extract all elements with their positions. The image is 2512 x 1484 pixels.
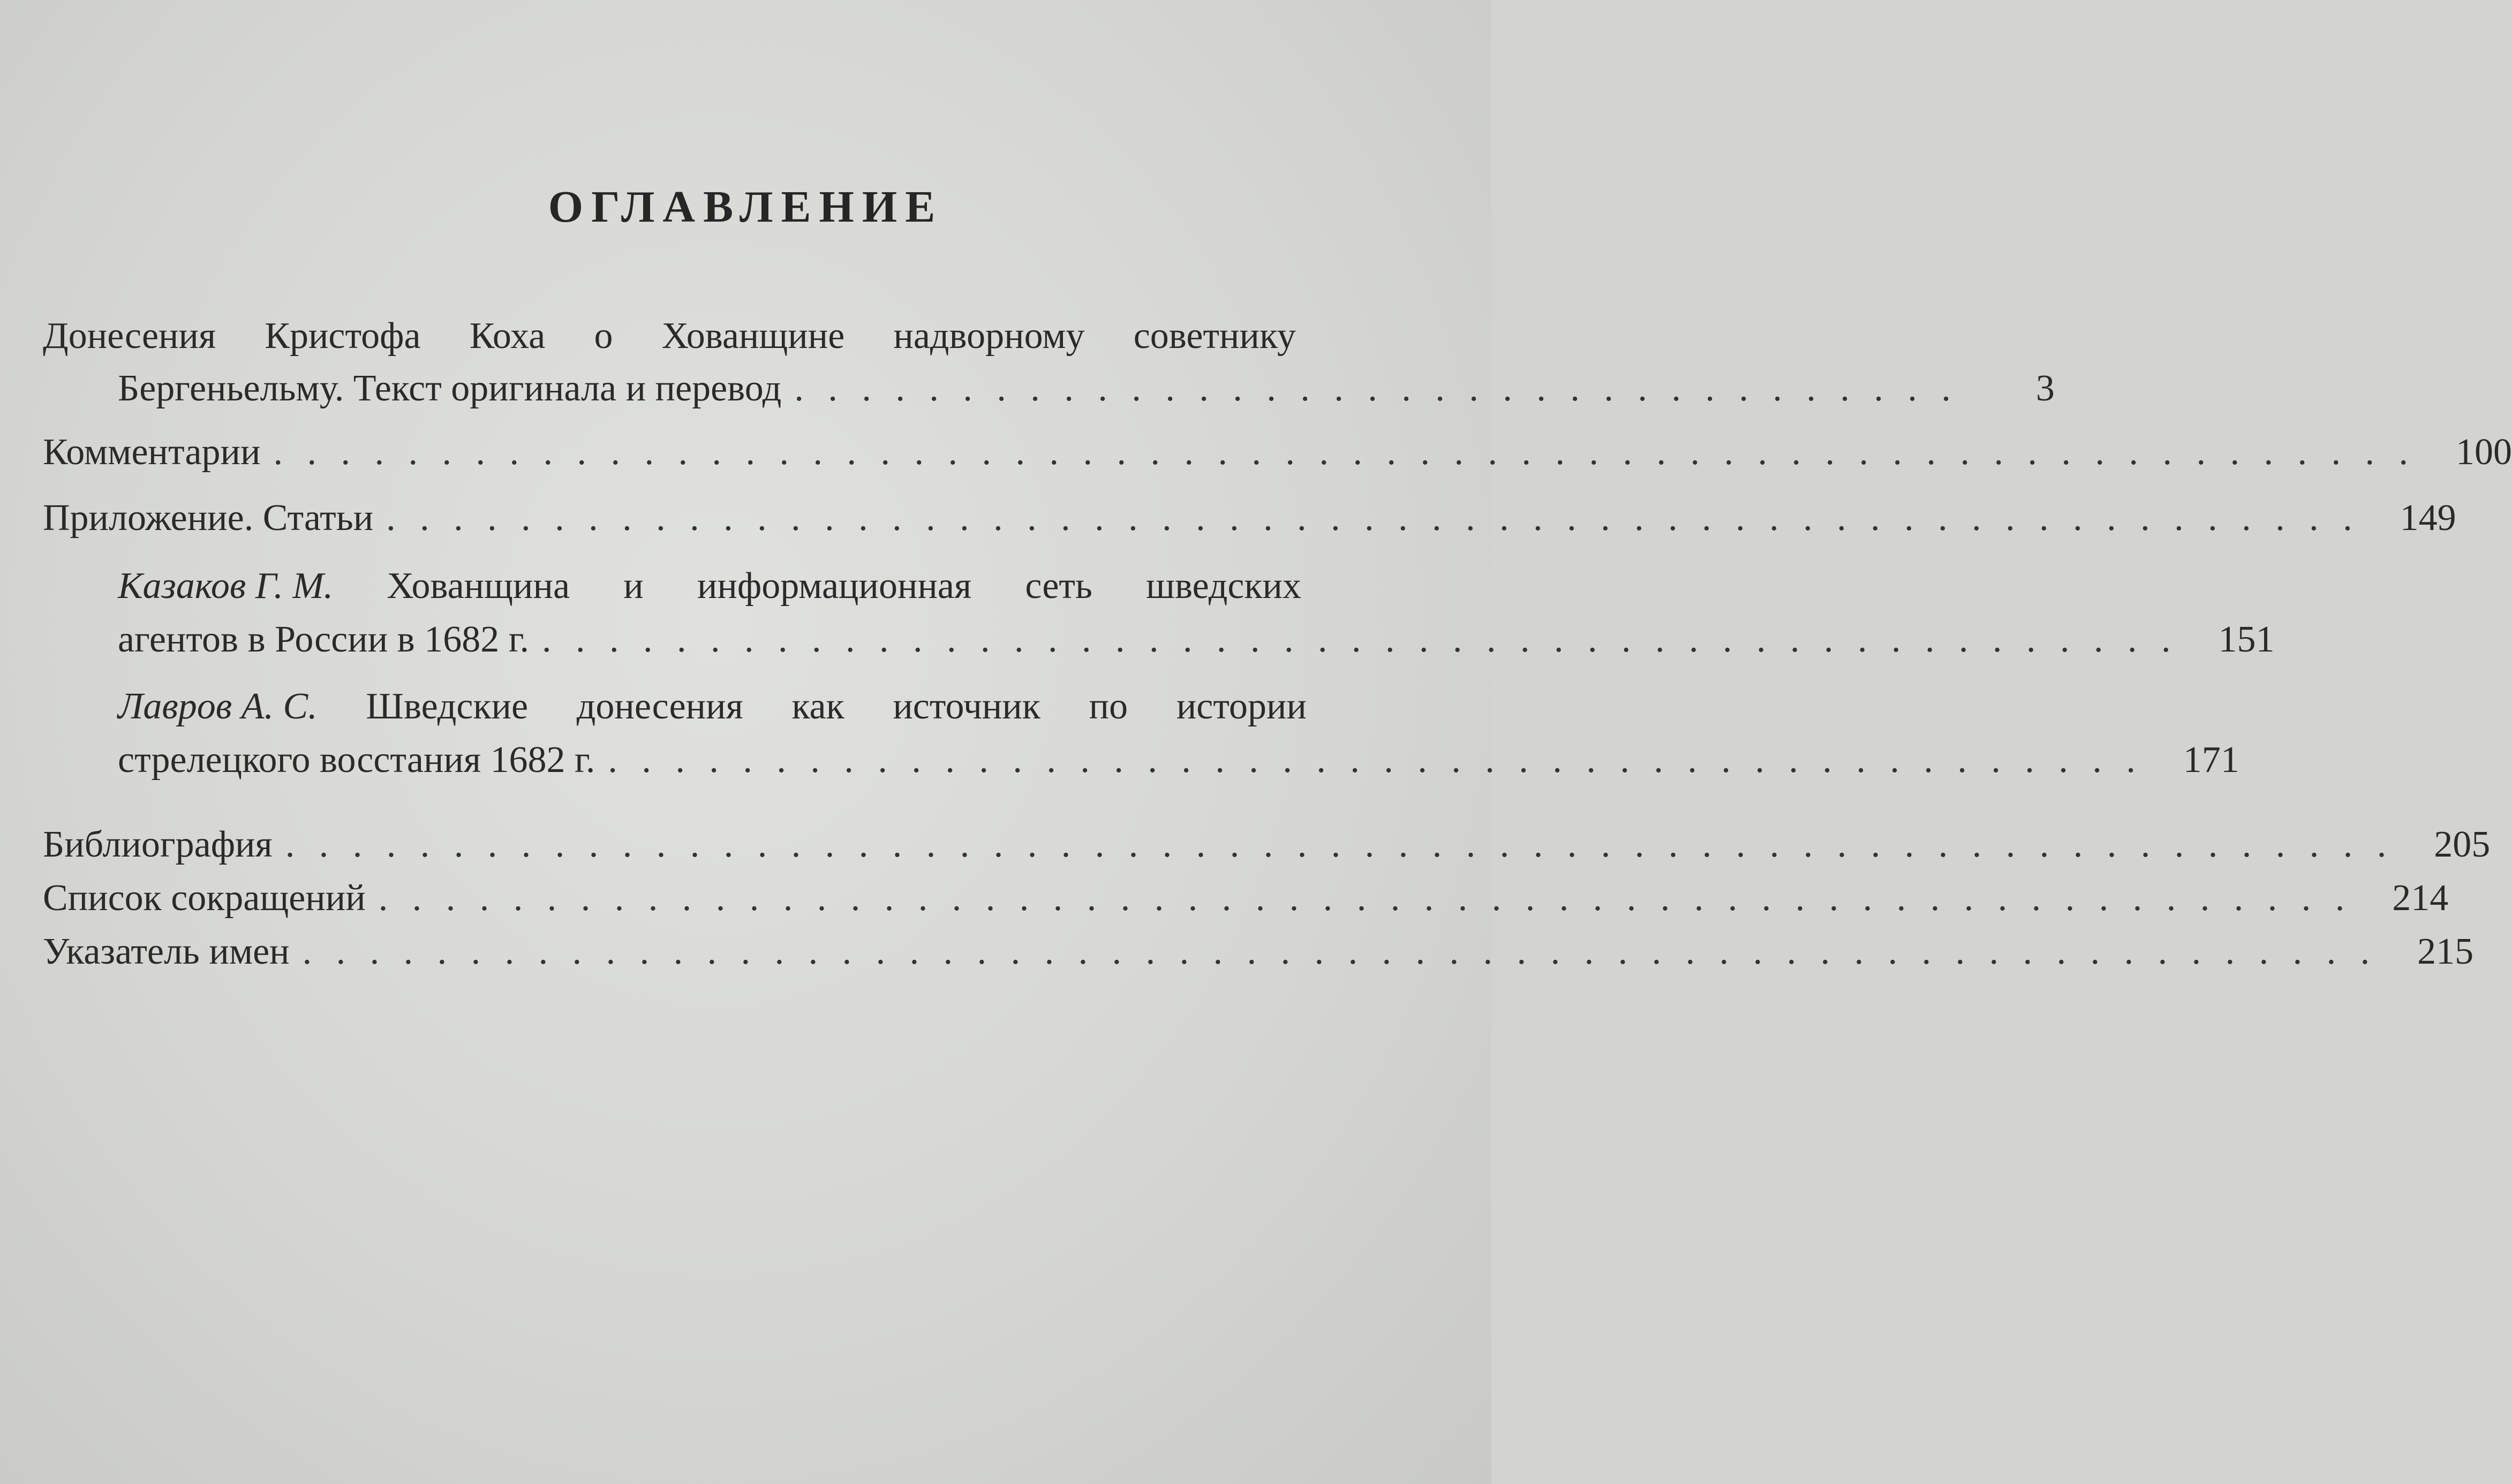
toc-word: Хованщине — [661, 315, 845, 357]
toc-page-number: 100 — [2455, 431, 2512, 473]
leader-dots: . . . . . . . . . . . . . . . . . . . . . . . . . . . . . . . . . . . . . . . . . . . . . . . . . . . . . . . . . . . . . . — [302, 931, 2378, 972]
toc-entry-2 — [43, 426, 2512, 479]
toc-page-number: 151 — [2218, 619, 2275, 660]
toc-word: донесения — [576, 686, 743, 727]
toc-page-number: 149 — [2400, 497, 2456, 539]
toc-word: как — [791, 686, 844, 727]
toc-entry-1-line-2 — [118, 362, 2055, 415]
toc-entry-5-line-2 — [118, 733, 2239, 787]
toc-word: по — [1089, 686, 1128, 727]
toc-author: Лавров А. С. — [118, 686, 318, 727]
toc-entry-label: агентов в России в 1682 г. — [118, 619, 530, 660]
page-title: ОГЛАВЛЕНИЕ — [548, 182, 944, 232]
leader-dots: . . . . . . . . . . . . . . . . . . . . . . . . . . . . . . . . . . . . . . . . . . . . . . . . . . . . . . . . . . . — [378, 877, 2352, 919]
toc-word: сеть — [1025, 565, 1092, 607]
toc-word: Шведские — [366, 686, 529, 727]
leader-dots: . . . . . . . . . . . . . . . . . . . . . . . . . . . . . . . . . . . . . . . . . . . . . . . . . — [542, 619, 2178, 660]
leader-dots: . . . . . . . . . . . . . . . . . . . . . . . . . . . . . . . . . . . . . . . . . . . . . . . . . . . . . . . . . . . . . . . . — [273, 431, 2416, 473]
toc-word: информационная — [697, 565, 972, 607]
toc-entry-label: Список сокращений — [43, 877, 366, 919]
toc-entry-4-line-2 — [118, 613, 2275, 667]
toc-page-number: 3 — [2035, 368, 2055, 409]
toc-word: Кристофа — [265, 315, 421, 357]
toc-entry-1-line-1 — [43, 309, 1296, 363]
toc-entry-8 — [43, 925, 2474, 979]
toc-word: источник — [893, 686, 1040, 727]
leader-dots: . . . . . . . . . . . . . . . . . . . . . . . . . . . . . . . . . . . . . . . . . . . . . . . . . . . . . . . . . . . — [386, 497, 2360, 539]
toc-entry-4-line-1 — [118, 559, 1301, 613]
leader-dots: . . . . . . . . . . . . . . . . . . . . . . . . . . . . . . . . . . . . . . . . . . . . . . . . . . . . . . . . . . . . . . . — [285, 824, 2394, 865]
toc-word: Коха — [469, 315, 546, 357]
toc-word: шведских — [1146, 565, 1301, 607]
toc-entry-7 — [43, 872, 2449, 925]
leader-dots: . . . . . . . . . . . . . . . . . . . . . . . . . . . . . . . . . . . — [794, 368, 1958, 409]
toc-entry-label: стрелецкого восстания 1682 г. — [118, 739, 595, 781]
toc-word: Донесения — [43, 315, 216, 357]
toc-page-number: 205 — [2434, 824, 2491, 865]
toc-entry-label: Приложение. Статьи — [43, 497, 374, 539]
toc-word: Хованщина — [387, 565, 570, 607]
toc-word: надворному — [893, 315, 1085, 357]
toc-word: и — [623, 565, 644, 607]
toc-word: советнику — [1133, 315, 1296, 357]
toc-entry-3 — [43, 491, 2456, 545]
toc-entry-label: Библиография — [43, 824, 273, 865]
leader-dots: . . . . . . . . . . . . . . . . . . . . . . . . . . . . . . . . . . . . . . . . . . . . . . — [608, 739, 2143, 781]
toc-page-number: 171 — [2183, 739, 2239, 781]
toc-word: истории — [1176, 686, 1307, 727]
toc-entry-5-line-1 — [118, 680, 1307, 733]
toc-page-number: 215 — [2417, 931, 2474, 972]
toc-word: о — [594, 315, 613, 357]
toc-entry-label: Комментарии — [43, 431, 261, 473]
toc-author: Казаков Г. М. — [118, 565, 334, 607]
toc-entry-label: Бергеньельму. Текст оригинала и перевод — [118, 368, 782, 409]
toc-entry-label: Указатель имен — [43, 931, 290, 972]
toc-page-number: 214 — [2392, 877, 2449, 919]
toc-entry-6 — [43, 818, 2491, 872]
